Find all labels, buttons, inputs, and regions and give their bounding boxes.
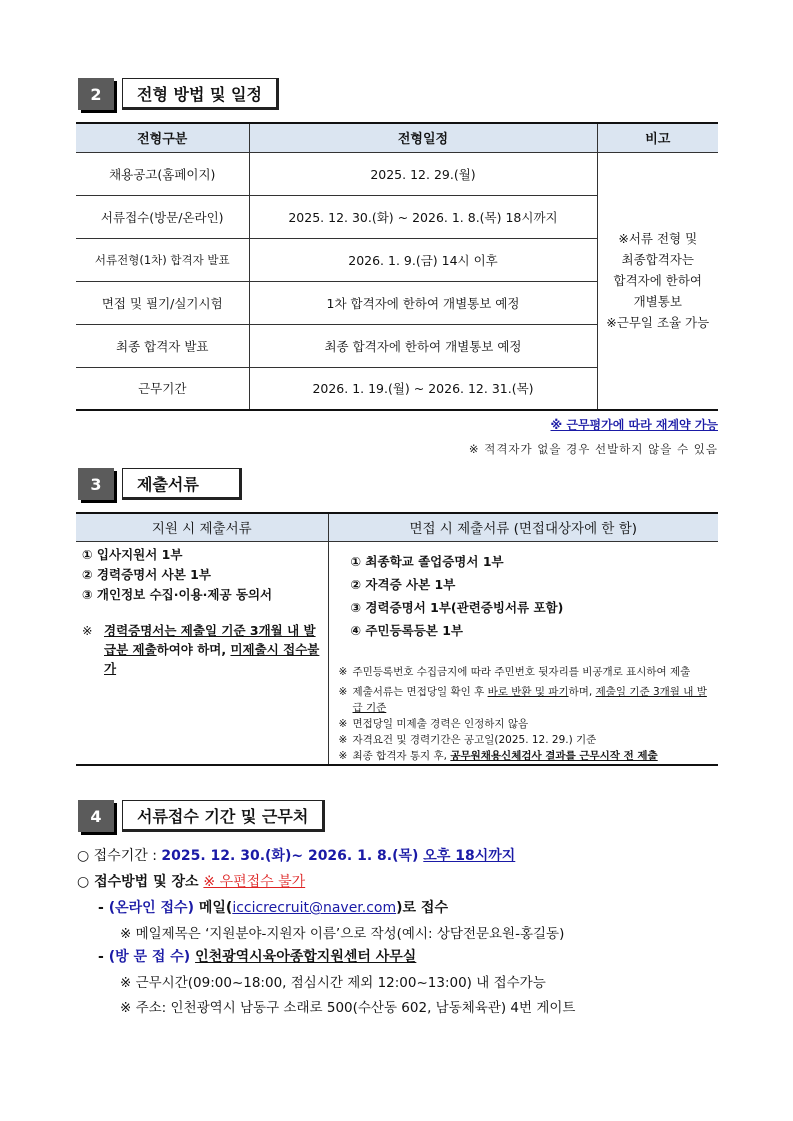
remark-line: ※서류 전형 및 <box>618 231 698 247</box>
stage-cell: 서류전형(1차) 합격자 발표 <box>76 238 249 281</box>
section-title: 서류접수 기간 및 근무처 <box>122 800 325 832</box>
list-item: ① 입사지원서 1부 <box>82 546 183 562</box>
list-item: ③ 경력증명서 1부(관련증빙서류 포함) <box>350 599 564 615</box>
remark-cell <box>597 152 718 410</box>
note-text <box>353 748 658 764</box>
remark-line: ※근무일 조율 가능 <box>606 315 710 331</box>
apply-docs-cell <box>76 541 328 765</box>
apply-note <box>82 621 322 678</box>
section-2-header <box>78 78 279 110</box>
note-text: 제출서류는 면접당일 확인 후 <box>352 685 488 698</box>
stage-cell: 근무기간 <box>76 367 249 410</box>
visit-place: 인천광역시육아종합지원센터 사무실 <box>195 949 417 965</box>
note-row <box>339 684 711 716</box>
header-cell: 지원 시 제출서류 <box>76 513 328 541</box>
note-text: 하며, <box>568 685 596 698</box>
method-label: 접수방법 및 장소 <box>94 874 204 890</box>
note-row <box>339 664 711 680</box>
bullet: ○ <box>77 848 90 864</box>
date-cell: 최종 합격자에 한하여 개별통보 예정 <box>249 324 597 367</box>
list-item: ④ 주민등록등본 1부 <box>350 622 464 638</box>
note-text: 자격요건 및 경력기간은 공고일(2025. 12. 29.) 기준 <box>352 733 597 746</box>
list-item: ② 자격증 사본 1부 <box>350 576 456 592</box>
date-cell: 2025. 12. 29.(월) <box>249 152 597 195</box>
visit-line <box>98 946 416 966</box>
stage-cell: 면접 및 필기/실기시험 <box>76 281 249 324</box>
no-selection-note: ※ 적격자가 없을 경우 선발하지 않을 수 있음 <box>468 442 718 456</box>
online-label: (온라인 접수) <box>108 900 194 916</box>
remark-line: 합격자에 한하여 <box>613 273 702 289</box>
list-item: ③ 개인정보 수집·이용·제공 동의서 <box>82 586 273 602</box>
section-number: 4 <box>78 800 114 832</box>
note-text: 경력증명서는 제출일 기준 3개월 내 발급분 제출 <box>104 622 316 657</box>
date-cell: 2026. 1. 19.(월) ~ 2026. 12. 31.(목) <box>249 367 597 410</box>
stage-cell: 채용공고(홈페이지) <box>76 152 249 195</box>
note-mark: ※ <box>82 622 93 638</box>
remark-line: 개별통보 <box>633 294 682 310</box>
note-text: 하여야 하며, <box>156 641 231 657</box>
note-row <box>339 716 711 732</box>
period-deadline: 오후 18시까지 <box>423 848 516 864</box>
note-text: 바로 반환 및 파기 <box>487 685 569 698</box>
note-text <box>353 684 711 716</box>
online-note: ※ 메일제목은 ‘지원분야-지원자 이름’으로 작성(예시: 상담전문요원-홍길동) <box>120 926 565 942</box>
note-text: 최종 합격자 통지 후, <box>352 749 451 762</box>
bullet: ○ <box>77 874 90 890</box>
period-line <box>77 845 515 865</box>
period-value: 2025. 12. 30.(화)~ 2026. 1. 8.(목) <box>161 848 424 864</box>
table-row <box>76 541 718 765</box>
table-row <box>76 152 718 195</box>
stage-cell: 최종 합격자 발표 <box>76 324 249 367</box>
header-cell: 면접 시 제출서류 (면접대상자에 한 함) <box>328 513 718 541</box>
interview-docs-cell <box>328 541 718 765</box>
note-mark: ※ <box>338 685 348 698</box>
remark-line: 최종합격자는 <box>621 252 694 268</box>
note-mark: ※ <box>338 717 348 730</box>
section-title: 전형 방법 및 일정 <box>122 78 279 110</box>
period-label: 접수기간 : <box>93 848 162 864</box>
section-number: 3 <box>78 468 114 500</box>
note-text: 면접당일 미제출 경력은 인정하지 않음 <box>352 717 529 730</box>
note-mark: ※ <box>338 733 348 746</box>
stage-cell: 서류접수(방문/온라인) <box>76 195 249 238</box>
online-line <box>98 897 448 917</box>
section-title: 제출서류 <box>122 468 242 500</box>
note-mark: ※ <box>338 749 348 762</box>
interview-notes <box>339 664 711 764</box>
list-item: ① 최종학교 졸업증명서 1부 <box>350 553 504 569</box>
visit-address-note: ※ 주소: 인천광역시 남동구 소래로 500(수산동 602, 남동체육관) 4번 게이트 <box>120 1000 576 1016</box>
table-header-row <box>76 513 718 541</box>
email-link[interactable]: iccicrecruit@naver.com <box>232 900 397 916</box>
date-cell: 2025. 12. 30.(화) ~ 2026. 1. 8.(목) 18시까지 <box>249 195 597 238</box>
online-text: )로 접수 <box>396 900 448 916</box>
dash: - <box>98 900 104 916</box>
section-number: 2 <box>78 78 114 110</box>
note-text: 공무원채용신체검사 결과를 근무시작 전 제출 <box>450 749 658 762</box>
online-text: 메일( <box>193 900 233 916</box>
visit-hours-note: ※ 근무시간(09:00~18:00, 점심시간 제외 12:00~13:00) 내 접수가능 <box>120 975 546 991</box>
note-row <box>339 732 711 748</box>
apply-note-text <box>104 621 322 678</box>
note-mark: ※ <box>338 665 348 678</box>
header-cell: 전형구분 <box>76 123 249 152</box>
visit-label: (방 문 접 수) <box>108 949 191 965</box>
date-cell: 2026. 1. 9.(금) 14시 이후 <box>249 238 597 281</box>
mail-warning: ※ 우편접수 불가 <box>203 874 306 890</box>
header-cell: 비고 <box>597 123 718 152</box>
method-line <box>77 871 305 891</box>
note-text: 제출일 기준 3개월 내 발급 기준 <box>352 685 707 714</box>
date-cell: 1차 합격자에 한하여 개별통보 예정 <box>249 281 597 324</box>
schedule-table <box>76 122 718 411</box>
dash: - <box>98 949 104 965</box>
table-header-row <box>76 123 718 152</box>
renewal-note: ※ 근무평가에 따라 재계약 가능 <box>550 418 718 432</box>
note-row <box>339 748 711 764</box>
documents-table <box>76 512 718 766</box>
section-3-header <box>78 468 242 500</box>
list-item: ② 경력증명서 사본 1부 <box>82 566 211 582</box>
header-cell: 전형일정 <box>249 123 597 152</box>
section-4-header <box>78 800 325 832</box>
note-text: 주민등록번호 수집금지에 따라 주민번호 뒷자리를 비공개로 표시하여 제출 <box>352 665 691 678</box>
note-text: 미제출시 접수불가 <box>104 641 320 676</box>
